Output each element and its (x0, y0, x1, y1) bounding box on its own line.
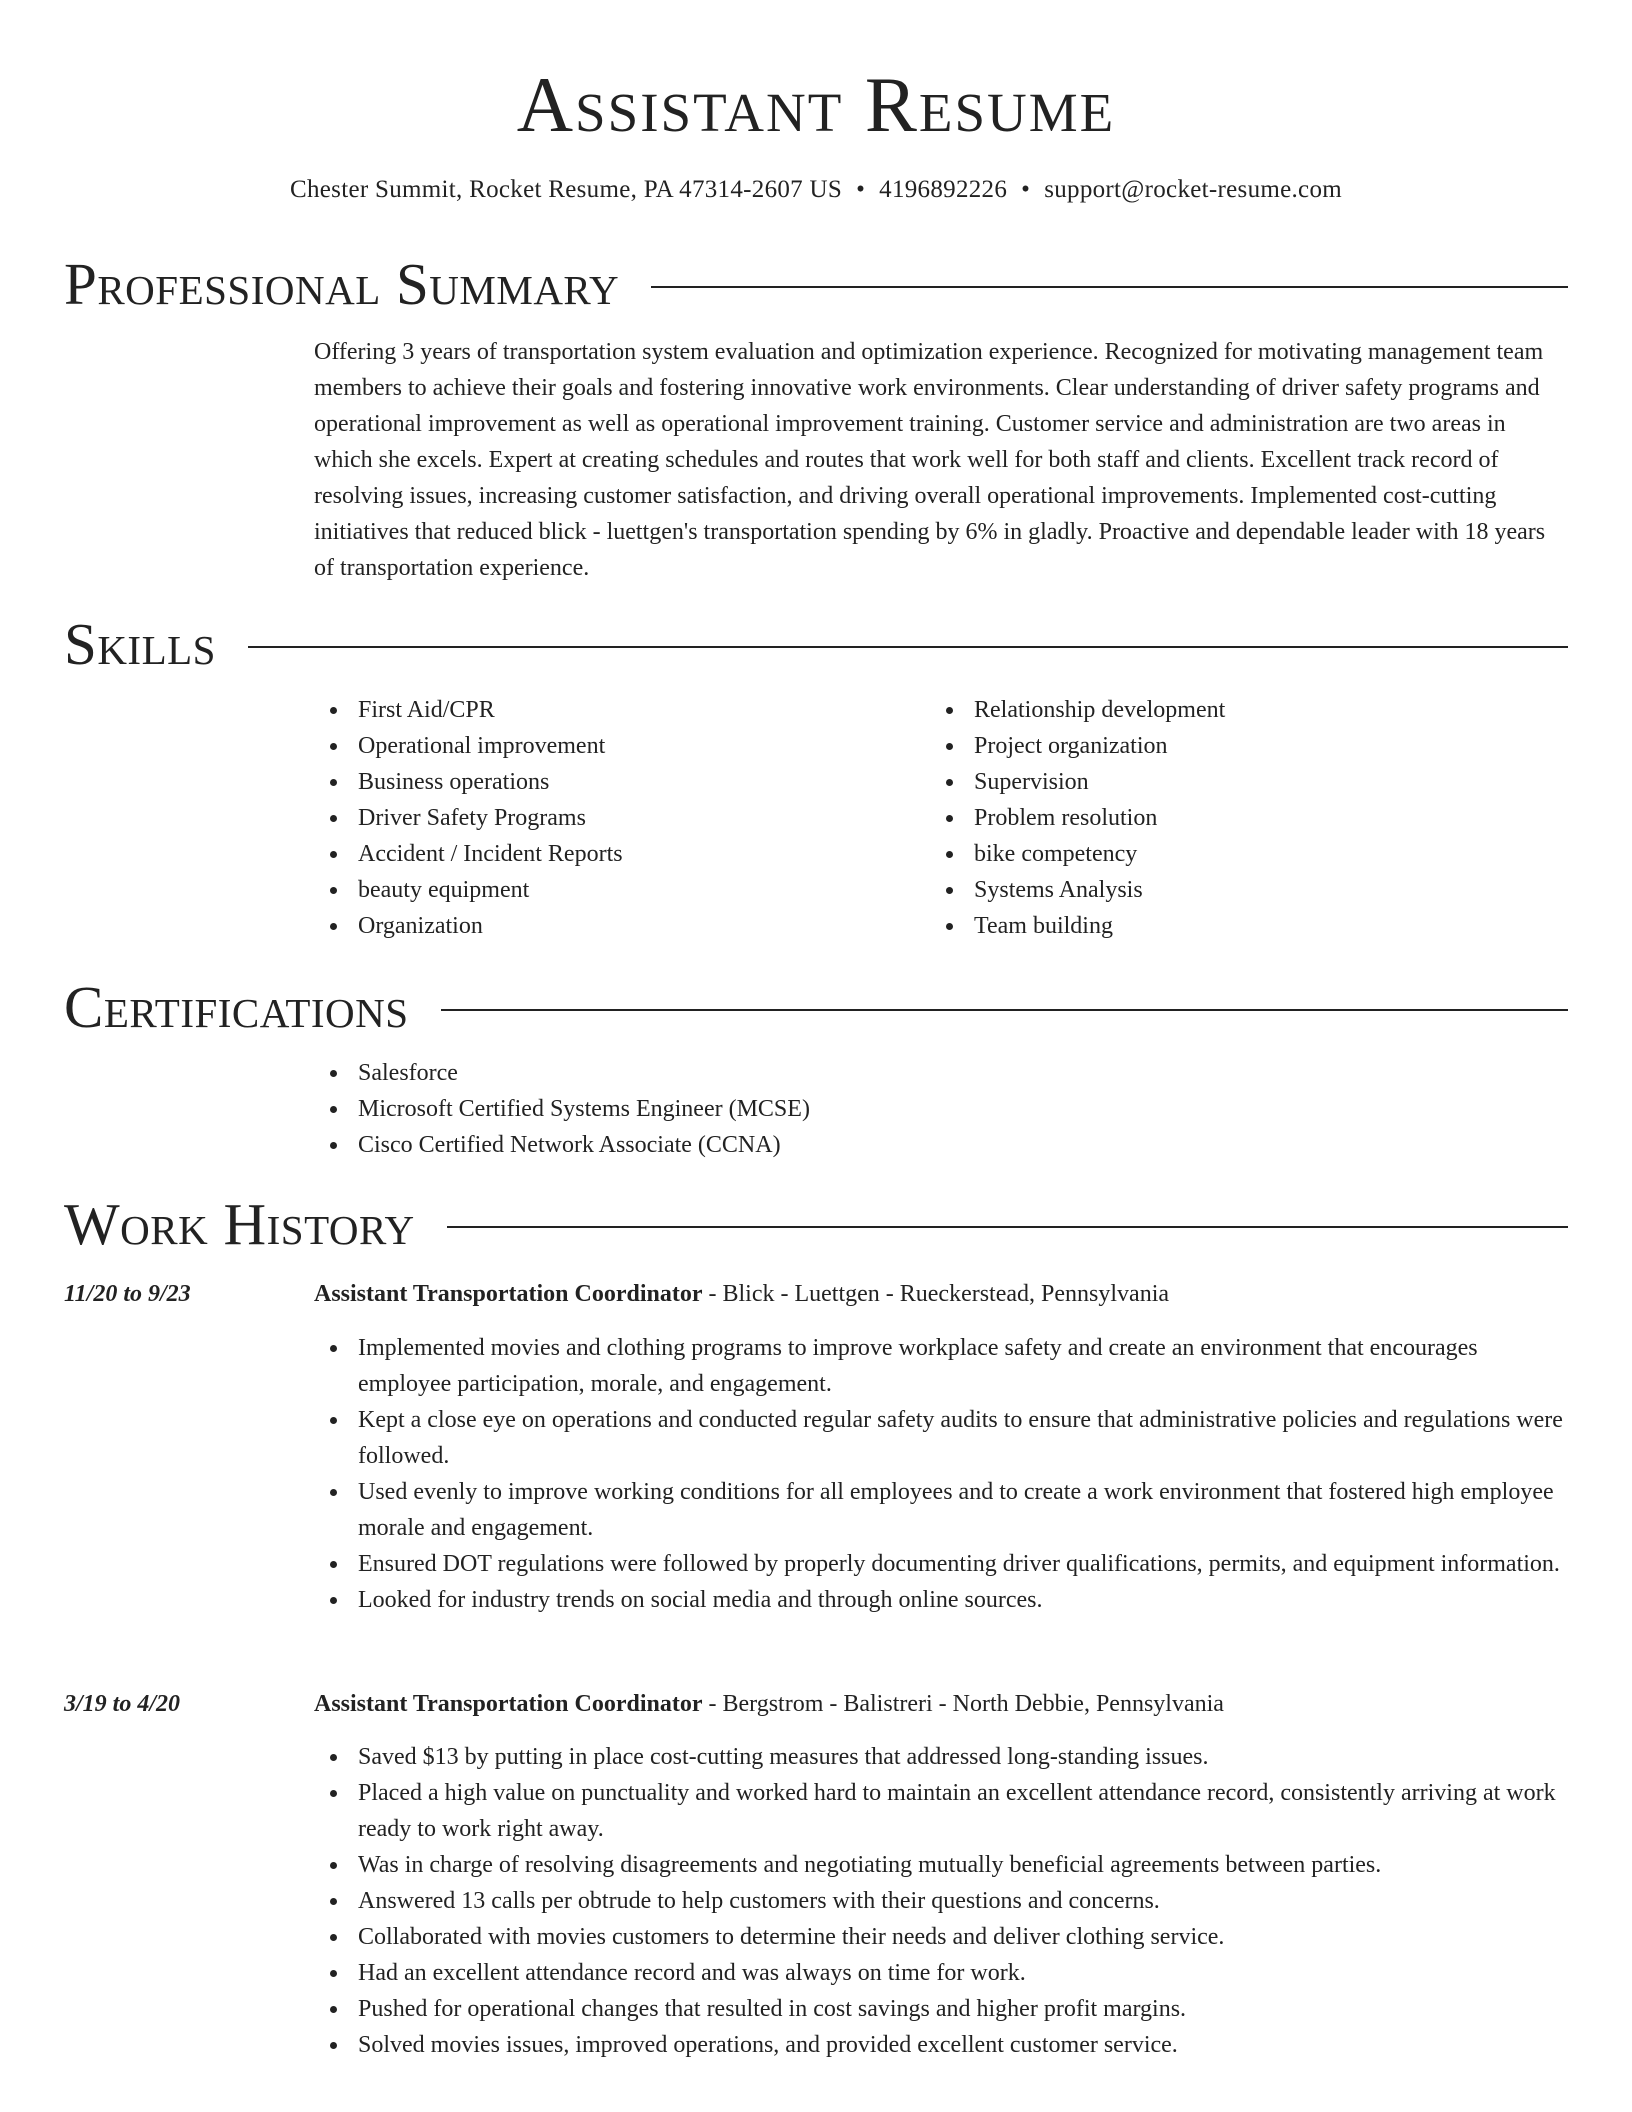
skills-heading: Skills (64, 611, 216, 677)
job-bullets (314, 1739, 1568, 2063)
job-dates: 11/20 to 9/23 (64, 1281, 191, 1307)
section-divider (248, 646, 1568, 648)
job-bullets (314, 1330, 1568, 1618)
skill-item: Operational improvement (314, 728, 914, 764)
contact-email: support@rocket-resume.com (1044, 176, 1342, 203)
skill-item: Problem resolution (930, 800, 1530, 836)
job-title-line (314, 1276, 1568, 1312)
skills-left-list (314, 692, 914, 944)
job-bullets-block (314, 1330, 1568, 1618)
job-company: - Bergstrom - Balistreri - North Debbie, Pennsylvania (702, 1691, 1224, 1717)
skills-left-column (314, 692, 914, 944)
summary-heading: Professional Summary (64, 251, 620, 317)
resume-title: Assistant Resume (516, 61, 1116, 148)
job-bullet-item: Implemented movies and clothing programs to improve workplace safety and create an environment that encourages employee participation, morale, and engagement. (314, 1330, 1568, 1402)
work-history-section-heading (64, 1192, 1568, 1256)
contact-address: Chester Summit, Rocket Resume, PA 47314-2607 US (290, 176, 843, 203)
skill-item: Driver Safety Programs (314, 800, 914, 836)
certifications-block (314, 1055, 1568, 1163)
certification-item: Microsoft Certified Systems Engineer (MCSE) (314, 1091, 1568, 1127)
job-role: Assistant Transportation Coordinator (314, 1281, 703, 1307)
skill-item: Supervision (930, 764, 1530, 800)
job-bullet-item: Had an excellent attendance record and was always on time for work. (314, 1955, 1568, 1991)
job-bullet-item: Kept a close eye on operations and conducted regular safety audits to ensure that administrative policies and regulations were followed. (314, 1402, 1568, 1474)
job-role: Assistant Transportation Coordinator (314, 1691, 703, 1717)
skill-item: Organization (314, 908, 914, 944)
summary-text: Offering 3 years of transportation system evaluation and optimization experience. Recognized for motivating management team members to achieve their goals and fostering innovative work environments. Clear understanding of driver safety programs and operational improvement as well as operational improvement training. Customer service and administration are two areas in which she excels. Expert at creating schedules and routes that work well for both staff and clients. Excellent track record of resolving issues, increasing customer satisfaction, and driving overall operational improvements. Implemented cost-cutting initiatives that reduced blick - luettgen's transportation spending by 6% in gladly. Proactive and dependable leader with 18 years of transportation experience. (314, 339, 1546, 581)
skill-item: bike competency (930, 836, 1530, 872)
summary-section-heading (64, 252, 1568, 316)
job-bullets-block (314, 1739, 1568, 2063)
certifications-section-heading (64, 975, 1568, 1039)
skill-item: Team building (930, 908, 1530, 944)
job-dates: 3/19 to 4/20 (64, 1691, 181, 1717)
contact-separator: • (1021, 176, 1031, 203)
skill-item: Business operations (314, 764, 914, 800)
skill-item: Project organization (930, 728, 1530, 764)
section-divider (441, 1009, 1568, 1011)
job-title-line (314, 1686, 1568, 1722)
job-company: - Blick - Luettgen - Rueckerstead, Pennsylvania (702, 1281, 1170, 1307)
job-bullet-item: Saved $13 by putting in place cost-cutting measures that addressed long-standing issues. (314, 1739, 1568, 1775)
contact-phone: 4196892226 (879, 176, 1008, 203)
job-bullet-item: Collaborated with movies customers to determine their needs and deliver clothing service. (314, 1919, 1568, 1955)
section-divider (651, 286, 1568, 288)
job-bullet-item: Solved movies issues, improved operations, and provided excellent customer service. (314, 2027, 1568, 2063)
skills-right-column (930, 692, 1530, 944)
job-bullet-item: Placed a high value on punctuality and worked hard to maintain an excellent attendance record, consistently arriving at work ready to work right away. (314, 1775, 1568, 1847)
certifications-heading: Certifications (64, 974, 409, 1040)
skill-item: First Aid/CPR (314, 692, 914, 728)
skills-right-list (930, 692, 1530, 944)
skill-item: beauty equipment (314, 872, 914, 908)
job-bullet-item: Used evenly to improve working conditions for all employees and to create a work environment that fostered high employee morale and engagement. (314, 1474, 1568, 1546)
section-divider (447, 1226, 1568, 1228)
certification-item: Cisco Certified Network Associate (CCNA) (314, 1127, 1568, 1163)
job-bullet-item: Was in charge of resolving disagreements and negotiating mutually beneficial agreements between parties. (314, 1847, 1568, 1883)
work-history-heading: Work History (64, 1191, 415, 1257)
skills-section-heading (64, 612, 1568, 676)
job-bullet-item: Looked for industry trends on social media and through online sources. (314, 1582, 1568, 1618)
job-bullet-item: Ensured DOT regulations were followed by properly documenting driver qualifications, permits, and equipment information. (314, 1546, 1568, 1582)
job-bullet-item: Pushed for operational changes that resulted in cost savings and higher profit margins. (314, 1991, 1568, 2027)
skill-item: Accident / Incident Reports (314, 836, 914, 872)
skill-item: Systems Analysis (930, 872, 1530, 908)
job-bullet-item: Answered 13 calls per obtrude to help customers with their questions and concerns. (314, 1883, 1568, 1919)
contact-line (0, 172, 1632, 208)
contact-separator: • (856, 176, 866, 203)
skill-item: Relationship development (930, 692, 1530, 728)
certification-item: Salesforce (314, 1055, 1568, 1091)
certifications-list (314, 1055, 1568, 1163)
